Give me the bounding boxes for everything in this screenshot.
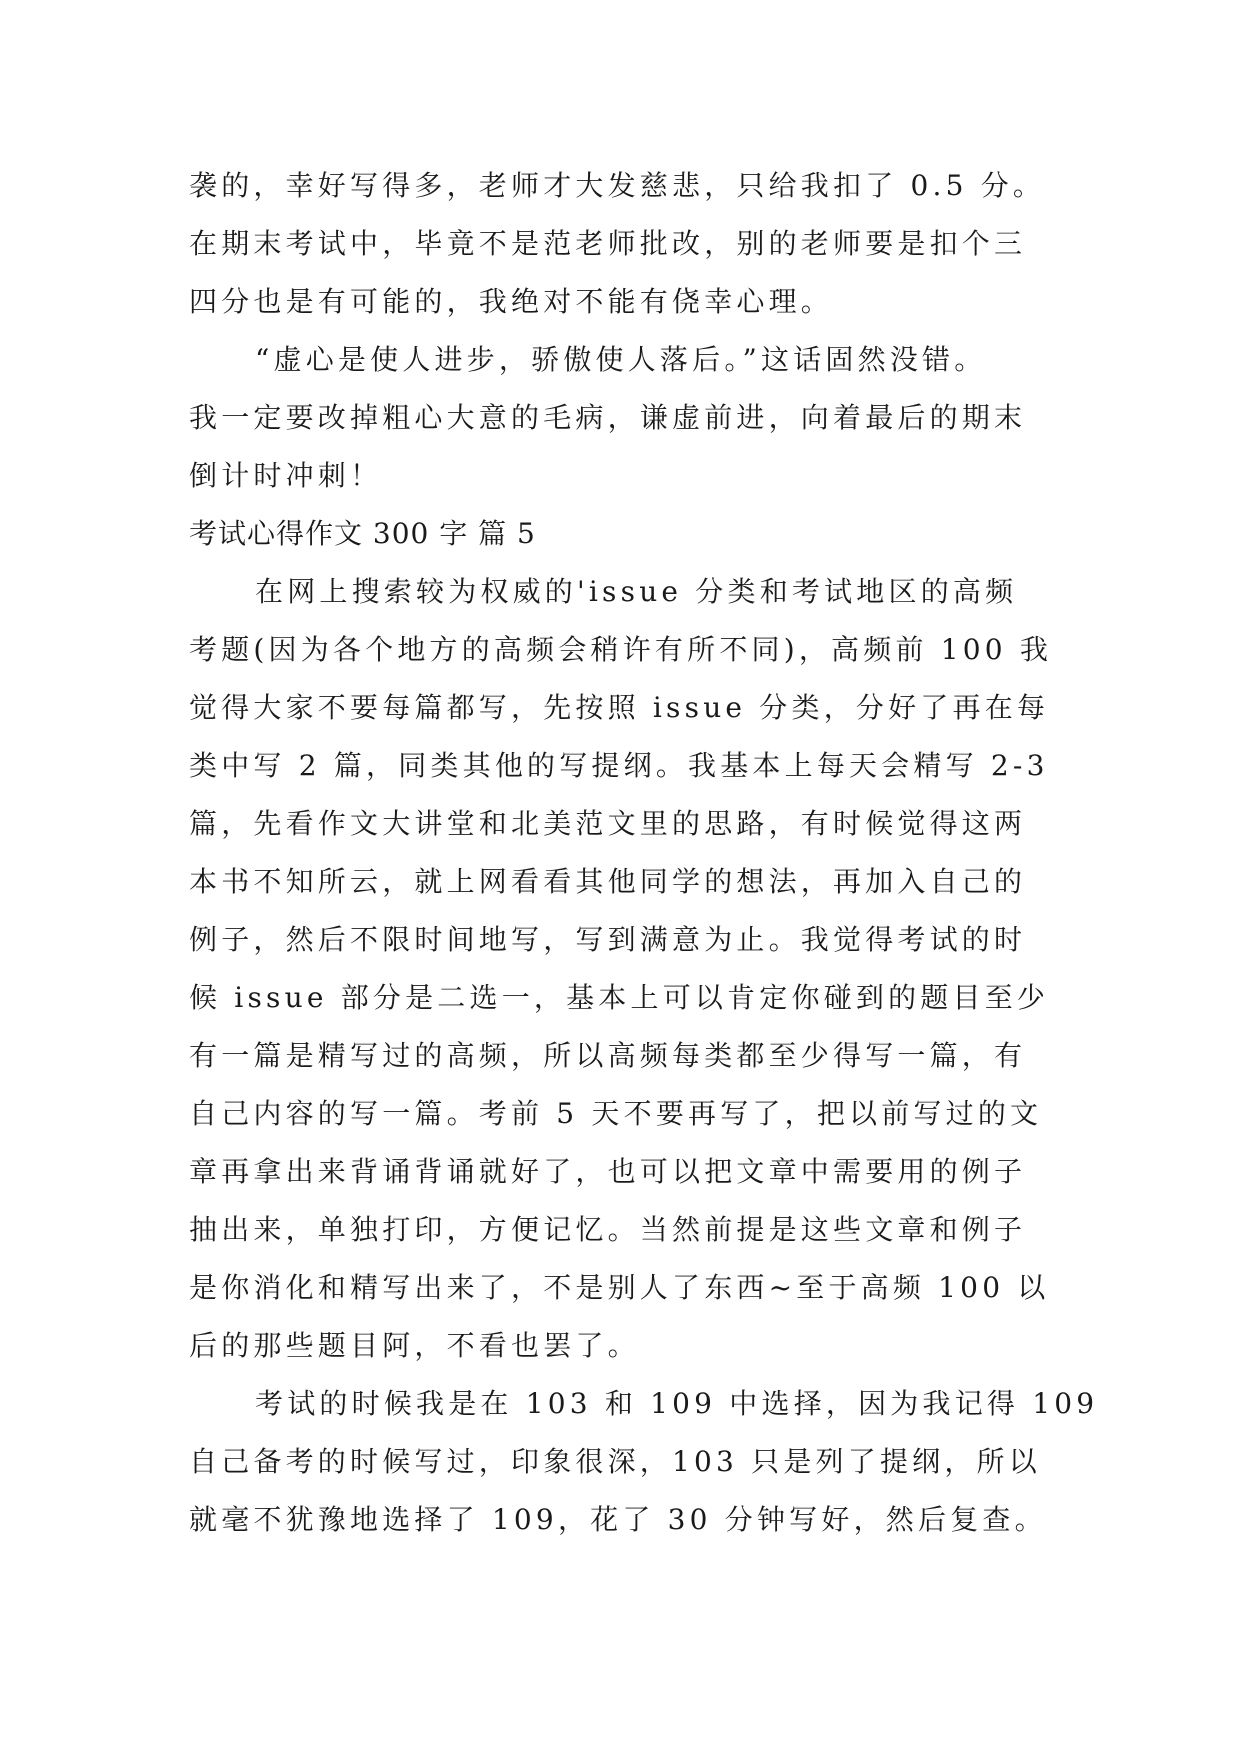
paragraph-line: 候 issue 部分是二选一，基本上可以肯定你碰到的题目至少 <box>189 981 1050 1014</box>
paragraph-line: 我一定要改掉粗心大意的毛病，谦虚前进，向着最后的期末 <box>189 401 1027 434</box>
paragraph-line: 篇，先看作文大讲堂和北美范文里的思路，有时候觉得这两 <box>189 807 1027 840</box>
paragraph-line: 觉得大家不要每篇都写，先按照 issue 分类，分好了再在每 <box>189 691 1050 724</box>
paragraph-line: 考试的时候我是在 103 和 109 中选择，因为我记得 109 <box>255 1387 1099 1420</box>
paragraph-line: 类中写 2 篇，同类其他的写提纲。我基本上每天会精写 2-3 <box>189 749 1049 782</box>
paragraph-line: 有一篇是精写过的高频，所以高频每类都至少得写一篇，有 <box>189 1039 1027 1072</box>
paragraph-line: 袭的，幸好写得多，老师才大发慈悲，只给我扣了 0.5 分。 <box>189 169 1046 202</box>
paragraph-line: 在期末考试中，毕竟不是范老师批改，别的老师要是扣个三 <box>189 227 1027 260</box>
paragraph-line: 本书不知所云，就上网看看其他同学的想法，再加入自己的 <box>189 865 1027 898</box>
paragraph-line: 四分也是有可能的，我绝对不能有侥幸心理。 <box>189 285 834 318</box>
paragraph-line: 在网上搜索较为权威的'issue 分类和考试地区的高频 <box>255 575 1018 608</box>
paragraph-line: 是你消化和精写出来了，不是别人了东西~至于高频 100 以 <box>189 1271 1050 1304</box>
paragraph-line: 例子，然后不限时间地写，写到满意为止。我觉得考试的时 <box>189 923 1027 956</box>
paragraph-line: 后的那些题目阿，不看也罢了。 <box>189 1329 640 1362</box>
paragraph-line: 自己内容的写一篇。考前 5 天不要再写了，把以前写过的文 <box>189 1097 1043 1130</box>
paragraph-line: 倒计时冲刺！ <box>189 459 383 492</box>
paragraph-line: “虚心是使人进步，骄傲使人落后。”这话固然没错。 <box>255 343 987 376</box>
paragraph-line: 章再拿出来背诵背诵就好了，也可以把文章中需要用的例子 <box>189 1155 1027 1188</box>
section-heading: 考试心得作文 300 字 篇 5 <box>189 517 536 550</box>
paragraph-line: 考题(因为各个地方的高频会稍许有所不同)，高频前 100 我 <box>189 633 1053 666</box>
paragraph-line: 自己备考的时候写过，印象很深，103 只是列了提纲，所以 <box>189 1445 1041 1478</box>
paragraph-line: 抽出来，单独打印，方便记忆。当然前提是这些文章和例子 <box>189 1213 1027 1246</box>
paragraph-line: 就毫不犹豫地选择了 109，花了 30 分钟写好，然后复查。 <box>189 1503 1047 1536</box>
